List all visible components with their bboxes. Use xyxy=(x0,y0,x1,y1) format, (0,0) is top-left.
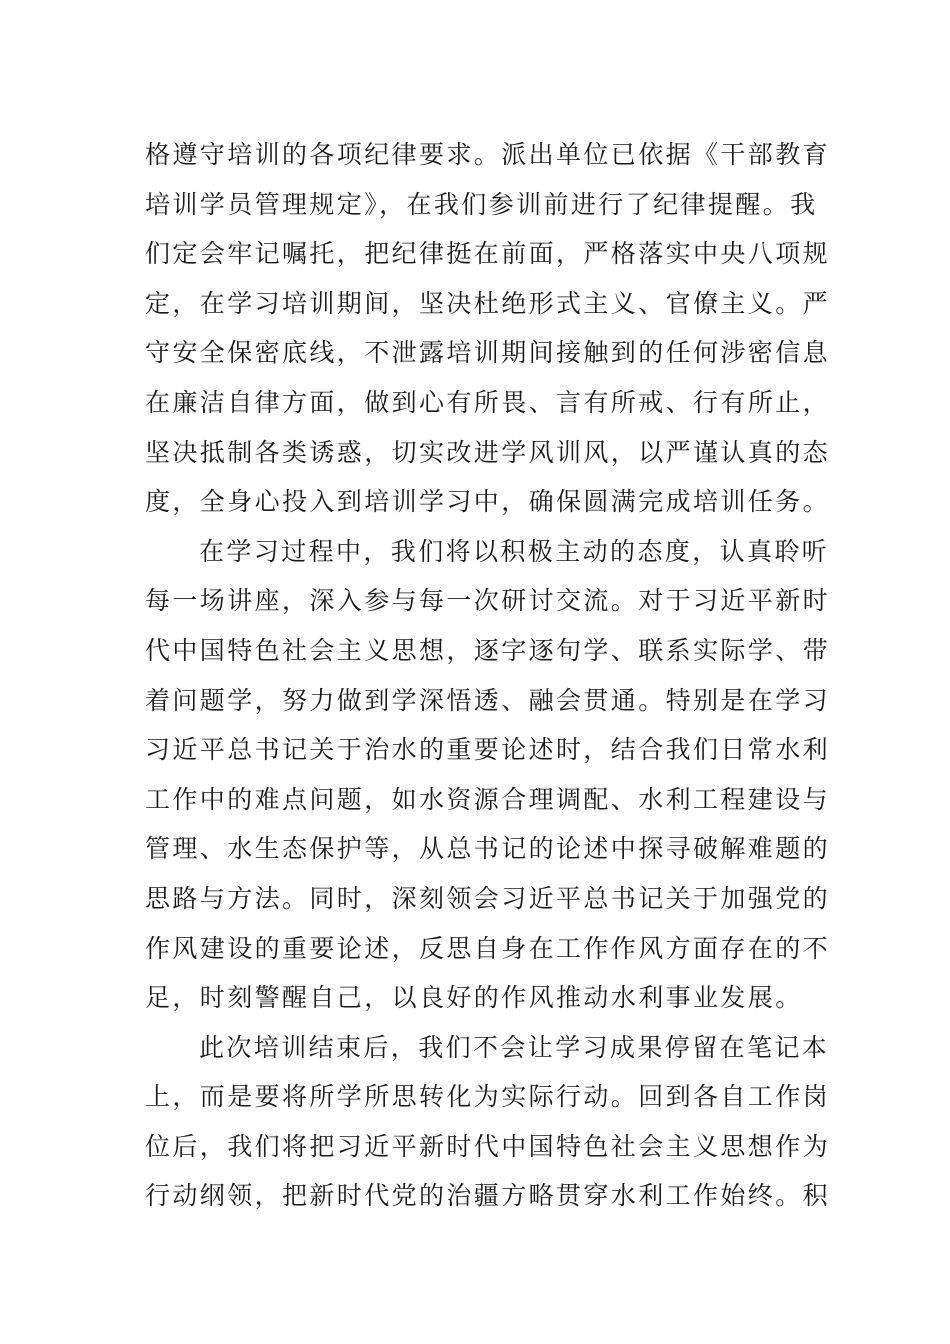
text-line: 习近平总书记关于治水的重要论述时，结合我们日常水利 xyxy=(145,735,831,765)
text-line: 培训学员管理规定》，在我们参训前进行了纪律提醒。我 xyxy=(145,189,818,219)
text-line: 每一场讲座，深入参与每一次研讨交流。对于习近平新时 xyxy=(145,586,831,616)
text-line: 位后，我们将把习近平新时代中国特色社会主义思想作为 xyxy=(145,1131,831,1161)
paragraph-first-line: 此次培训结束后，我们不会让学习成果停留在笔记本 xyxy=(199,1032,830,1062)
text-line: 上，而是要将所学所思转化为实际行动。回到各自工作岗 xyxy=(145,1082,831,1112)
paragraph-first-line: 在学习过程中，我们将以积极主动的态度，认真聆听 xyxy=(199,536,830,566)
text-line: 坚决抵制各类诱惑，切实改进学风训风，以严谨认真的态 xyxy=(145,437,831,467)
text-line: 格遵守培训的各项纪律要求。派出单位已依据《干部教育 xyxy=(145,140,831,169)
text-line: 足，时刻警醒自己，以良好的作风推动水利事业发展。 xyxy=(145,983,803,1013)
text-line: 管理、水生态保护等，从总书记的论述中探寻破解难题的 xyxy=(145,834,831,864)
text-line: 工作中的难点问题，如水资源合理调配、水利工程建设与 xyxy=(145,784,831,814)
text-line: 思路与方法。同时，深刻领会习近平总书记关于加强党的 xyxy=(145,883,831,913)
text-line: 着问题学，努力做到学深悟透、融会贯通。特别是在学习 xyxy=(145,685,831,715)
text-line: 作风建设的重要论述，反思自身在工作作风方面存在的不 xyxy=(145,933,831,963)
text-line: 定，在学习培训期间，坚决杜绝形式主义、官僚主义。严 xyxy=(145,288,831,318)
body-text xyxy=(145,130,831,1221)
text-line: 代中国特色社会主义思想，逐字逐句学、联系实际学、带 xyxy=(145,635,831,665)
text-line: 在廉洁自律方面，做到心有所畏、言有所戒、行有所止， xyxy=(145,387,831,417)
text-line: 行动纲领，把新时代党的治疆方略贯穿水利工作始终。积 xyxy=(145,1181,831,1211)
text-line: 守安全保密底线，不泄露培训期间接触到的任何涉密信息 xyxy=(145,338,831,368)
text-line: 度，全身心投入到培训学习中，确保圆满完成培训任务。 xyxy=(145,487,831,517)
text-line: 们定会牢记嘱托，把纪律挺在前面，严格落实中央八项规 xyxy=(145,239,831,269)
